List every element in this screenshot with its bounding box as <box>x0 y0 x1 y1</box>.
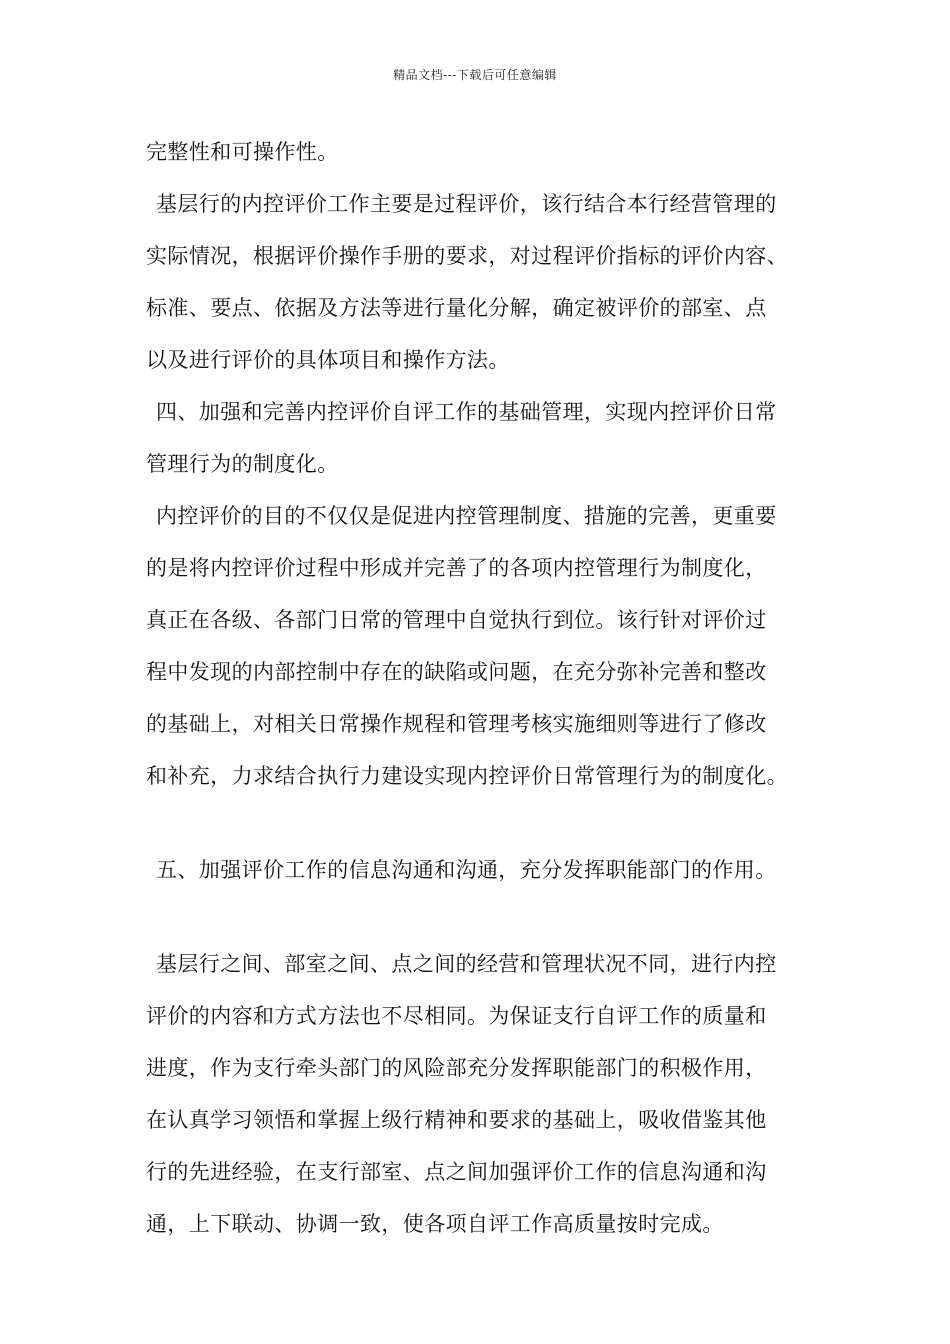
text-line: 和补充，力求结合执行力建设实现内控评价日常管理行为的制度化。 <box>146 764 788 788</box>
section-heading-line: 四、加强和完善内控评价自评工作的基础管理，实现内控评价日常 <box>156 400 777 424</box>
paragraph-start-line: 内控评价的目的不仅仅是促进内控管理制度、措施的完善，更重要 <box>156 504 777 528</box>
text-line: 在认真学习领悟和掌握上级行精神和要求的基础上，吸收借鉴其他 <box>146 1108 767 1132</box>
document-body <box>146 128 826 1252</box>
text-line: 以及进行评价的具体项目和操作方法。 <box>146 348 510 372</box>
paragraph-start-line: 基层行的内控评价工作主要是过程评价，该行结合本行经营管理的 <box>156 192 777 216</box>
paragraph-start-line: 基层行之间、部室之间、点之间的经营和管理状况不同，进行内控 <box>156 952 777 976</box>
text-line: 完整性和可操作性。 <box>146 140 339 164</box>
text-line: 的是将内控评价过程中形成并完善了的各项内控管理行为制度化， <box>146 556 767 580</box>
page-header: 精品文档---下载后可任意编辑 <box>393 68 557 82</box>
paragraph-gap <box>146 898 826 940</box>
text-line: 行的先进经验，在支行部室、点之间加强评价工作的信息沟通和沟 <box>146 1160 767 1184</box>
paragraph-gap <box>146 804 826 846</box>
text-line: 程中发现的内部控制中存在的缺陷或问题，在充分弥补完善和整改 <box>146 660 767 684</box>
section-heading-line: 五、加强评价工作的信息沟通和沟通，充分发挥职能部门的作用。 <box>156 858 777 882</box>
text-line: 标准、要点、依据及方法等进行量化分解，确定被评价的部室、点 <box>146 296 767 320</box>
section-heading-line: 管理行为的制度化。 <box>146 452 339 476</box>
text-line: 进度，作为支行牵头部门的风险部充分发挥职能部门的积极作用， <box>146 1056 767 1080</box>
text-line: 评价的内容和方式方法也不尽相同。为保证支行自评工作的质量和 <box>146 1004 767 1028</box>
text-line: 真正在各级、各部门日常的管理中自觉执行到位。该行针对评价过 <box>146 608 767 632</box>
text-line: 实际情况，根据评价操作手册的要求，对过程评价指标的评价内容、 <box>146 244 788 268</box>
text-line: 通，上下联动、协调一致，使各项自评工作高质量按时完成。 <box>146 1212 724 1236</box>
text-line: 的基础上，对相关日常操作规程和管理考核实施细则等进行了修改 <box>146 712 767 736</box>
